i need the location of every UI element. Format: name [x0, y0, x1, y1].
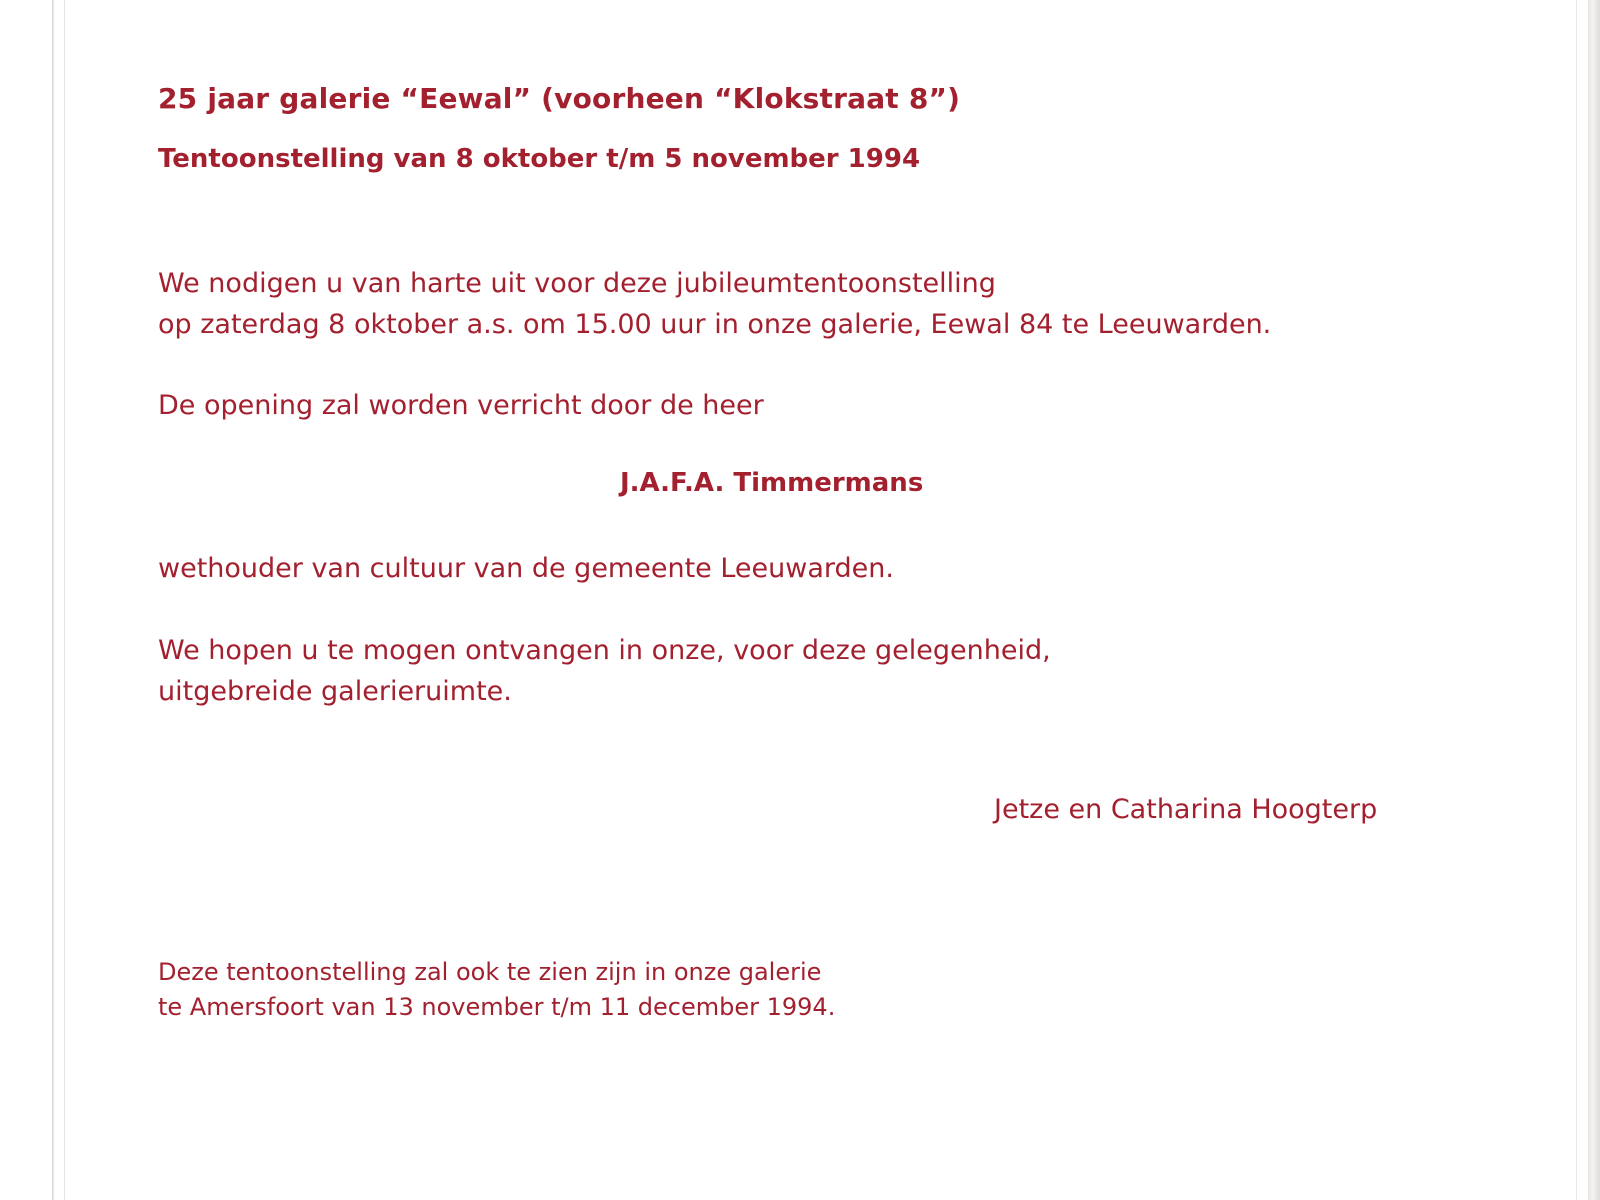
card-right-edge [1588, 0, 1600, 1200]
hope-paragraph [158, 630, 1051, 712]
invitation-line-1: We nodigen u van harte uit voor deze jubileumtentoonstelling [158, 268, 996, 299]
opening-intro: De opening zal worden verricht door de heer [158, 390, 764, 421]
hosts-signature: Jetze en Catharina Hoogterp [994, 794, 1378, 825]
opening-speaker-name: J.A.F.A. Timmermans [620, 468, 924, 498]
exhibition-dates: Tentoonstelling van 8 oktober t/m 5 november 1994 [158, 144, 921, 174]
footer-line-1: Deze tentoonstelling zal ook te zien zijn in onze galerie [158, 958, 822, 986]
invitation-heading: 25 jaar galerie “Eewal” (voorheen “Klokstraat 8”) [158, 82, 961, 115]
card-fold-shadow [64, 0, 65, 1200]
invitation-line-2: op zaterdag 8 oktober a.s. om 15.00 uur in onze galerie, Eewal 84 te Leeuwarden. [158, 309, 1272, 340]
hope-line-1: We hopen u te mogen ontvangen in onze, voor deze gelegenheid, [158, 635, 1051, 666]
invitation-paragraph [158, 263, 1271, 345]
card-edge-line [1576, 0, 1577, 1200]
footer-note [158, 955, 835, 1025]
opening-speaker-role: wethouder van cultuur van de gemeente Leeuwarden. [158, 553, 894, 584]
hope-line-2: uitgebreide galerieruimte. [158, 676, 512, 707]
footer-line-2: te Amersfoort van 13 november t/m 11 december 1994. [158, 993, 836, 1021]
card-fold-line [52, 0, 54, 1200]
